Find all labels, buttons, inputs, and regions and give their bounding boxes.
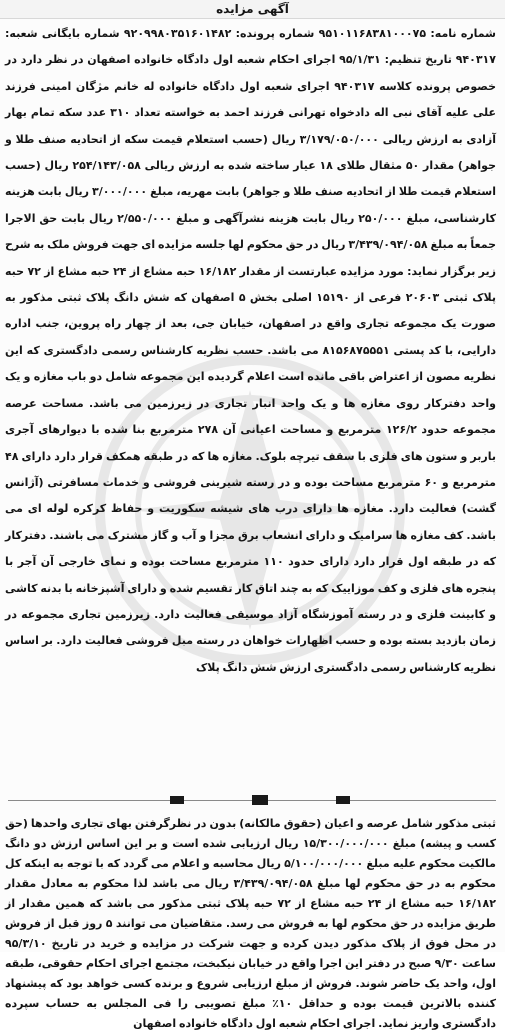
notice-body-first-section: شماره نامه: ۹۵۱۰۱۱۶۸۳۸۱۰۰۰۷۵ شماره پرونده: ۹۲۰۹۹۸۰۳۵۱۶۰۱۴۸۲ شماره بایگانی شعبه: ۹۴۰۳۱۷ تاریخ تنظیم: ۹۵/۱/۳۱ اجرای احکام شعبه اول دادگاه خانواده اصفهان در نظر دارد در خصوص پرونده کلاسه ۹۴۰۳۱۷ اجرای شعبه اول دادگاه خانواده له خانم مژگان امینی فرزند علی علیه آقای نبی اله دادخواه تهرانی فرزند احمد به خواسته تعداد ۳۱۰ عدد سکه تمام بهار آزادی به ارزش ریالی ۳/۱۷۹/۰۵۰/۰۰۰ ریال (حسب استعلام قیمت سکه از اتحادیه صنف طلا و جواهر) مقدار ۵۰ مثقال طلای ۱۸ عیار ساخته شده به ارزش ریالی ۲۵۴/۱۴۳/۰۵۸ ریال (حسب استعلام قیمت طلا از اتحادیه صنف طلا و جواهر) بابت مهریه، مبلغ ۳/۰۰۰/۰۰۰ ریال بابت هزینه کارشناسی، مبلغ ۲۵۰/۰۰۰ ریال بابت هزینه نشرآگهی و مبلغ ۲/۵۵۰/۰۰۰ ریال بابت حق الاجرا جمعاً به مبلغ ۳/۴۳۹/۰۹۴/۰۵۸ ریال در حق محکوم لها جلسه مزایده ای جهت فروش ملک به شرح زیر برگزار نماید: مورد مزایده عبارتست از مقدار ۱۶/۱۸۲ حبه مشاع از ۲۴ حبه مشاع از ۷۲ حبه پلاک ثبتی ۲۰۶۰۳ فرعی از ۱۵۱۹۰ اصلی بخش ۵ اصفهان که شش دانگ پلاک ثبتی مذکور به صورت یک مجموعه تجاری واقع در اصفهان، خیابان جی، بعد از چهار راه پروین، جنب اداره دارایی، با کد پستی ۸۱۵۶۸۷۵۵۵۱ می باشد. حسب نظریه کارشناس رسمی دادگستری که این نظریه مصون از اعتراض باقی مانده است اعلام گردیده این مجموعه شامل دو باب مغازه و یک واحد دفترکار روی مغازه ها و یک واحد انبار تجاری در زیرزمین می باشد. مساحت عرصه مجموعه حدود ۱۲۶/۲ مترمربع و مساحت اعیانی آن ۲۷۸ مترمربع بنا شده با دیوارهای آجری باربر و ستون های فلزی با سقف تیرچه بلوک. مغازه ها که در طبقه همکف قرار دارد دارای ۴۸ مترمربع و ۶۰ مترمربع مساحت بوده و در رسته شیرینی فروشی و خدمات مسافرتی (آژانس گشت) فعالیت دارد. مغازه ها دارای درب های شیشه سکوریت و حفاظ کرکره لوله ای می باشد. کف مغازه ها سرامیک و دارای انشعاب برق مجزا و آب و گاز مشترک می باشند. دفترکار که در طبقه اول قرار دارد دارای حدود ۱۱۰ مترمربع مساحت بوده و نمای خارجی آن آجر با پنجره های فلزی و کف موزاییک که به چند اتاق کار تقسیم شده و دارای آشپزخانه با بدنه کاشی و کابینت فلزی و در رسته آموزشگاه آزاد موسیقی فعالیت دارد. زیرزمین تجاری مجموعه در زمان بازدید بسته بوده و حسب اظهارات خواهان در رسته مبل فروشی فعالیت دارد. بر اساس نظریه کارشناس رسمی دادگستری ارزش شش دانگ پلاک <box>5 27 497 674</box>
notice-body-second-section: ثبتی مذکور شامل عرصه و اعیان (حقوق مالکانه) بدون در نظرگرفتن بهای تجاری واحدها (حق کسب و پیشه) مبلغ ۱۵/۳۰۰/۰۰۰/۰۰۰ ریال ارزیابی شده است و بر این اساس ارزش دو دانگ مالکیت محکوم علیه مبلغ ۵/۱۰۰/۰۰۰/۰۰۰ ریال محاسبه و اعلام می گردد که با توجه به اینکه کل محکوم به در حق محکوم لها مبلغ ۳/۴۳۹/۰۹۴/۰۵۸ ریال می باشد لذا محکوم به معادل مقدار ۱۶/۱۸۲ حبه مشاع از ۲۴ حبه مشاع از ۷۲ حبه پلاک ثبتی مذکور می باشد که همین مقدار از طریق مزایده در حق محکوم لها به فروش می رسد. متقاضیان می توانند ۵ روز قبل از فروش در محل فوق از پلاک مذکور دیدن کرده و جهت شرکت در مزایده و خرید در تاریخ ۹۵/۳/۱۰ ساعت ۹/۳۰ صبح در دفتر این اجرا واقع در خیابان نیکبخت، مجتمع اجرای احکام حقوقی، طبقه اول، واحد یک حاضر شوند. فروش از مبلغ ارزیابی شروع و برنده کسی خواهد بود که پیشنهاد کننده بالاترین قیمت بوده و حداقل ۱۰٪ مبلغ تصویبی را فی المجلس به حساب سپرده دادگستری واریز نماید. اجرای احکام شعبه اول دادگاه خانواده اصفهان <box>5 817 497 1030</box>
divider-ornament-icon <box>170 794 350 806</box>
notice-title: آگهی مزایده <box>216 2 289 16</box>
